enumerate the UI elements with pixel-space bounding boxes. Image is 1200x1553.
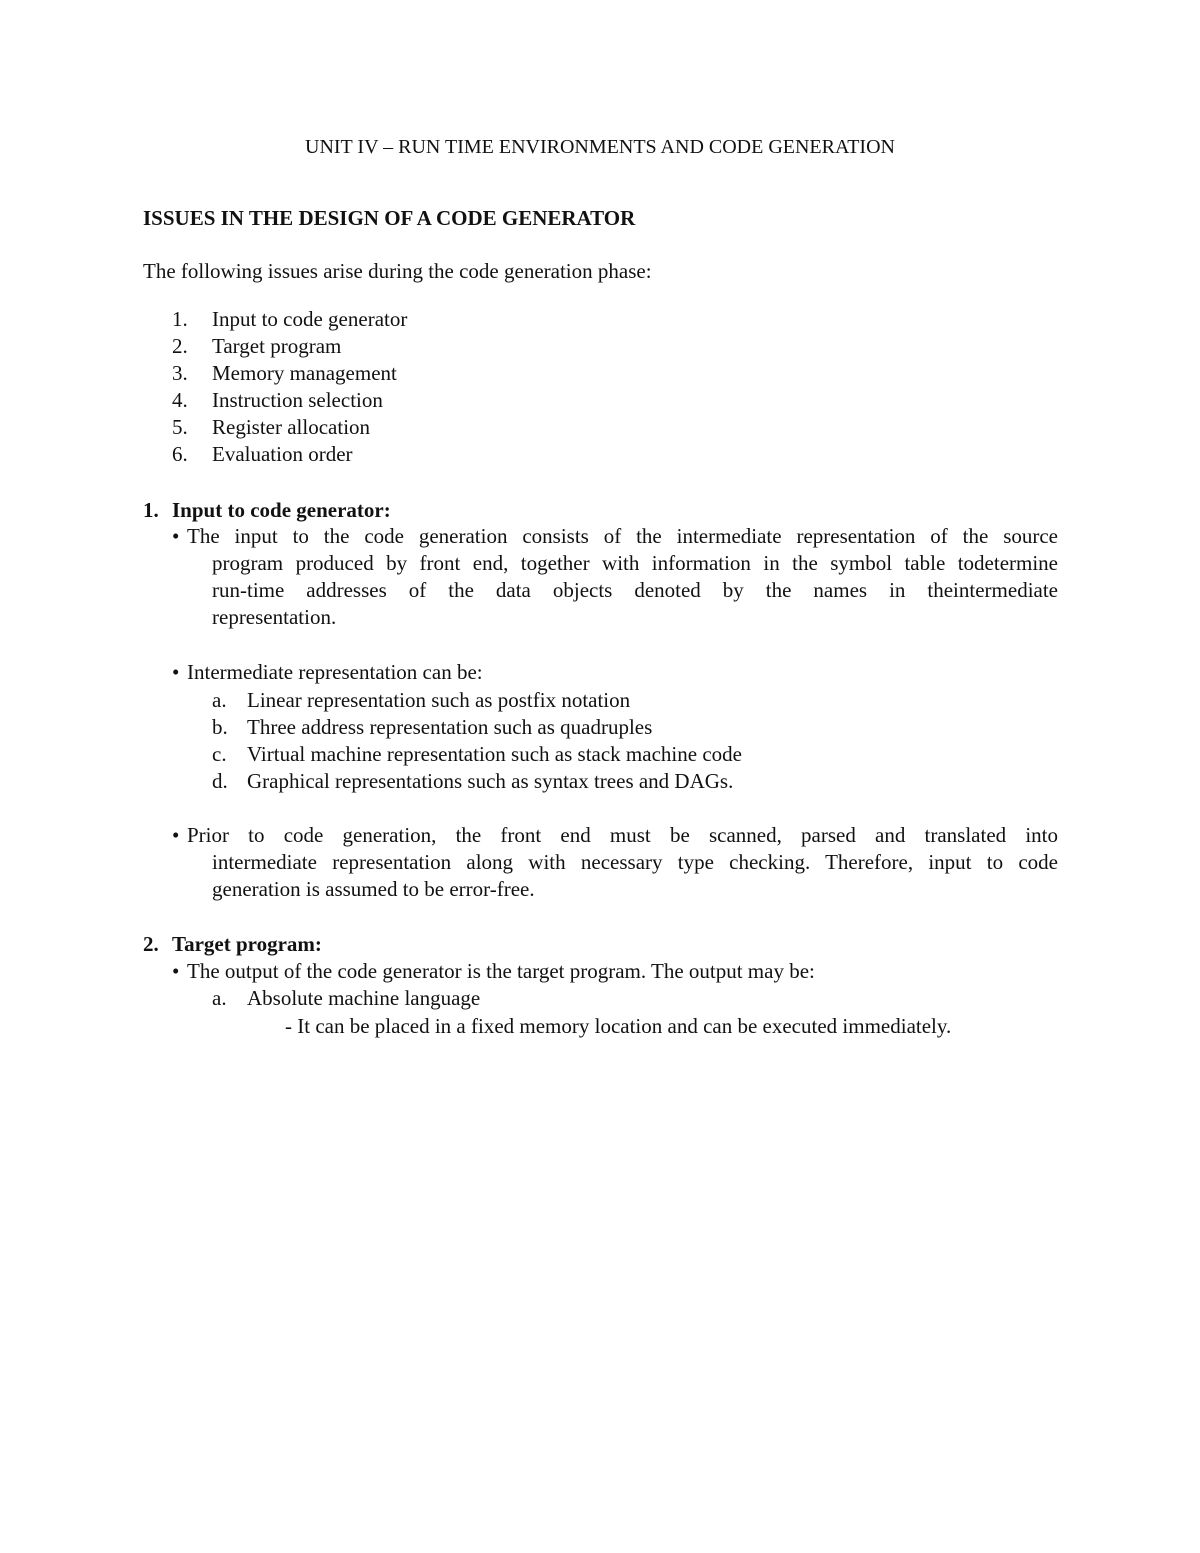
bullet-marker: •: [172, 959, 180, 983]
list-item-letter: d.: [212, 769, 228, 793]
list-item: Virtual machine representation such as stack machine code: [247, 742, 742, 766]
bullet-marker: •: [172, 823, 180, 847]
list-item-letter: c.: [212, 742, 227, 766]
list-item-number: 6.: [172, 442, 188, 466]
list-item-number: 2.: [172, 334, 188, 358]
section-title: Input to code generator:: [172, 498, 391, 522]
list-item-note: - It can be placed in a fixed memory location and can be executed immediately.: [285, 1014, 952, 1038]
list-item-letter: a.: [212, 688, 227, 712]
list-item-number: 3.: [172, 361, 188, 385]
paragraph-line: intermediate representation along with necessary type checking. Therefore, input to code: [212, 850, 1058, 874]
bullet-marker: •: [172, 660, 180, 684]
paragraph-line: run-time addresses of the data objects denoted by the names in theintermediate: [212, 578, 1058, 602]
list-item-number: 4.: [172, 388, 188, 412]
list-item-number: 5.: [172, 415, 188, 439]
paragraph-line: generation is assumed to be error-free.: [212, 877, 535, 901]
list-item: Memory management: [212, 361, 397, 385]
list-item: Target program: [212, 334, 342, 358]
section-number: 1.: [143, 498, 159, 522]
paragraph-line: program produced by front end, together with information in the symbol table todetermine: [212, 551, 1058, 575]
list-item: Input to code generator: [212, 307, 408, 331]
list-item-letter: a.: [212, 986, 227, 1010]
list-item: Instruction selection: [212, 388, 383, 412]
list-item-letter: b.: [212, 715, 228, 739]
paragraph-line: Intermediate representation can be:: [187, 660, 483, 684]
section-title: Target program:: [172, 932, 322, 956]
list-item: Three address representation such as quadruples: [247, 715, 653, 739]
paragraph-line: Prior to code generation, the front end must be scanned, parsed and translated into: [187, 823, 1058, 847]
list-item: Evaluation order: [212, 442, 353, 466]
paragraph-line: The input to the code generation consists of the intermediate representation of the source: [187, 524, 1058, 548]
list-item: Absolute machine language: [247, 986, 481, 1010]
paragraph-line: representation.: [212, 605, 337, 629]
list-item-number: 1.: [172, 307, 188, 331]
section-heading: ISSUES IN THE DESIGN OF A CODE GENERATOR: [143, 206, 636, 230]
list-item: Register allocation: [212, 415, 371, 439]
intro-text: The following issues arise during the code generation phase:: [143, 259, 652, 283]
paragraph-line: The output of the code generator is the target program. The output may be:: [187, 959, 815, 983]
section-number: 2.: [143, 932, 159, 956]
list-item: Linear representation such as postfix notation: [247, 688, 631, 712]
page-header: UNIT IV – RUN TIME ENVIRONMENTS AND CODE GENERATION: [305, 136, 895, 158]
list-item: Graphical representations such as syntax trees and DAGs.: [247, 769, 734, 793]
bullet-marker: •: [172, 524, 180, 548]
